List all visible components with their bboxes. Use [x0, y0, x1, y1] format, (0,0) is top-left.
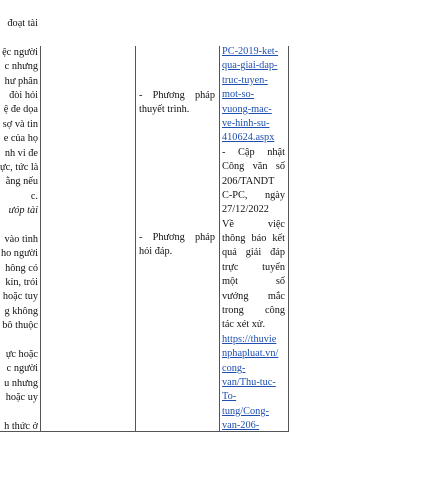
left-text-line: ực, tức là — [0, 161, 39, 173]
left-text-line: bô thuộc — [2, 320, 38, 332]
reference-note-line: C-PC, ngày — [222, 189, 285, 201]
reference-note-line: một số — [222, 276, 285, 288]
left-text-line: nh vi đe — [4, 147, 38, 159]
reference-link-1[interactable]: vuong-mac- — [222, 103, 272, 115]
left-text-line: ực hoặc — [5, 348, 38, 360]
reference-link-1[interactable]: PC-2019-ket- — [222, 46, 279, 57]
reference-link-2[interactable]: cong- — [222, 362, 246, 374]
table-border-inner — [219, 46, 220, 431]
reference-note-line: trực tuyến — [222, 261, 285, 273]
left-text-line: g không — [4, 305, 38, 317]
left-text-line: ệc người — [2, 46, 38, 58]
reference-note-line: - Cập nhật — [222, 146, 285, 158]
left-text-line: vào tình — [4, 233, 38, 245]
reference-link-1[interactable]: ve-hinh-su- — [222, 117, 270, 129]
method-2-line-2: hỏi đáp. — [139, 246, 173, 258]
left-text-line: ho người — [0, 248, 38, 260]
reference-link-1[interactable]: qua-giai-dap- — [222, 60, 278, 72]
reference-note-line: trong công — [222, 305, 285, 317]
reference-note-line: Công văn số — [222, 161, 285, 173]
reference-link-1[interactable]: truc-tuyen- — [222, 74, 268, 86]
reference-cell — [222, 45, 285, 434]
reference-note-line: thông báo kết — [222, 233, 285, 245]
reference-link-1[interactable]: mot-so- — [222, 89, 255, 101]
left-text-line: đòi hỏi — [9, 89, 38, 101]
reference-link-2[interactable]: tung/Cong- — [222, 405, 269, 417]
method-cell-2 — [139, 231, 215, 260]
method-2-line-1: - Phương pháp — [139, 232, 215, 243]
left-text-line: e của họ — [3, 133, 38, 145]
left-text-line: ệ đe dọa — [3, 104, 38, 116]
reference-note-line: 206/TANDT — [222, 175, 275, 187]
left-text-line: h thức ở — [4, 420, 38, 432]
left-text-line: hông có — [5, 262, 38, 274]
method-1-line-2: thuyết trình. — [139, 104, 190, 116]
reference-note-line: 27/12/2022 — [222, 204, 269, 216]
reference-note-line: tác xét xử. — [222, 319, 266, 331]
left-text-line: ưóp tài — [8, 205, 38, 217]
reference-note-line: Về việc — [222, 218, 285, 230]
left-text-line — [0, 31, 38, 45]
reference-link-2[interactable]: nphapluat.vn/ — [222, 348, 279, 360]
table-border-middle — [135, 46, 136, 431]
method-cell-1 — [139, 89, 215, 118]
left-text-line: hư phân — [4, 75, 38, 87]
table-border-left — [40, 46, 41, 431]
reference-note-line: vướng mắc — [222, 290, 285, 302]
left-text-line — [0, 218, 38, 232]
reference-note-line: quả giải đáp — [222, 247, 285, 259]
left-text-line: c người — [6, 363, 38, 375]
left-text-line: hoặc uy — [5, 392, 38, 404]
reference-link-2[interactable]: To- — [222, 391, 237, 403]
left-text-line: kín, trói — [5, 277, 38, 289]
reference-link-2[interactable]: https://thuvie — [222, 333, 277, 345]
left-text-line: hoặc tuy — [2, 291, 38, 303]
left-column-text — [0, 17, 38, 434]
left-text-line: c nhưng — [4, 61, 38, 73]
reference-link-2[interactable]: van-206- — [222, 420, 260, 432]
reference-link-1[interactable]: 410624.aspx — [222, 132, 275, 144]
left-text-line — [0, 406, 38, 420]
left-text-line: u nhưng — [4, 377, 38, 389]
table-border-right — [288, 46, 289, 431]
left-text-line: c. — [30, 190, 38, 202]
left-text-line — [0, 334, 38, 348]
method-1-line-1: - Phương pháp — [139, 90, 215, 101]
left-text-line: sợ và tin — [2, 118, 38, 130]
left-text-line: ằng nếu — [5, 176, 38, 188]
reference-link-2[interactable]: van/Thu-tuc- — [222, 376, 276, 388]
left-text-line: đoạt tài — [7, 18, 38, 29]
